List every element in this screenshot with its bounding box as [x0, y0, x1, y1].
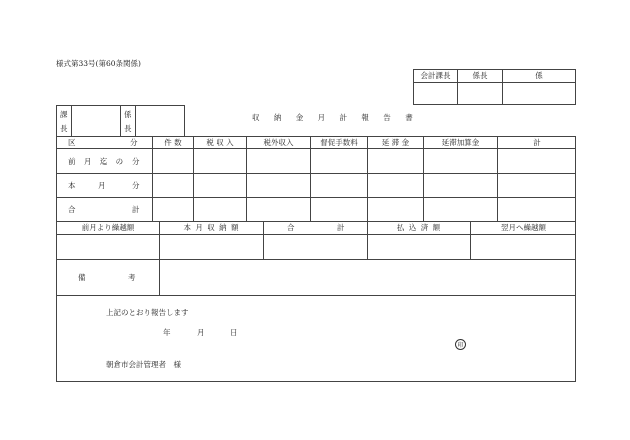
date-month-label: 月 [197, 328, 205, 337]
row-label-previous-month: 前 月 迄 の [68, 157, 127, 166]
approval-header-accounting-chief: 会計課長 [413, 69, 458, 83]
carry-header-paid-in: 払 込 済 額 [396, 223, 442, 232]
carry-header-total-left: 合 [287, 223, 295, 232]
row-label-total: 合 [68, 205, 76, 214]
report-statement: 上記のとおり報告します [106, 308, 189, 317]
header-late-charge: 延 滞 金 [381, 138, 410, 147]
header-late-surcharge: 延滞加算金 [441, 138, 480, 147]
header-kubun-left: 区 [68, 138, 76, 147]
approval-stamp-kakari[interactable] [135, 105, 185, 137]
approval-header-staff: 係 [502, 69, 576, 83]
row-label-previous-month-suffix: 分 [132, 157, 140, 166]
approval-label-kakari-char2: 長 [124, 124, 132, 133]
date-day-label: 日 [230, 328, 238, 337]
approval-stamp-subsection-chief[interactable] [457, 82, 503, 105]
document-title: 収 納 金 月 計 報 告 書 [252, 113, 419, 122]
carry-header-total-right: 計 [337, 223, 345, 232]
remarks-field[interactable] [161, 261, 574, 294]
row-label-this-month-suffix: 分 [132, 181, 140, 190]
approval-label-ka-char2: 長 [60, 124, 68, 133]
header-dunning-fee: 督促手数料 [320, 138, 358, 147]
seal-icon: 印 [455, 339, 466, 350]
addressee: 朝倉市会計管理者 様 [106, 360, 181, 369]
approval-stamp-accounting-chief[interactable] [413, 82, 458, 105]
carry-header-received-this-month: 本 月 収 納 額 [183, 223, 240, 232]
form-number: 様式第33号(第60条関係) [56, 59, 141, 68]
approval-header-subsection-chief: 係長 [457, 69, 503, 83]
header-tax-revenue: 税 収 入 [206, 138, 234, 147]
carry-header-from-previous: 前月より繰越額 [81, 223, 135, 232]
approval-label-kakari-char1: 係 [124, 110, 132, 119]
approval-label-kakari [120, 105, 136, 137]
approval-stamp-staff[interactable] [502, 82, 576, 105]
date-year-label: 年 [163, 328, 171, 337]
remarks-label-right: 考 [128, 273, 136, 282]
row-label-total-suffix: 計 [132, 205, 140, 214]
row-label-this-month: 本 月 [68, 181, 106, 190]
carry-header-to-next-month: 翌月へ繰越額 [501, 223, 546, 232]
header-count: 件 数 [164, 138, 182, 147]
remarks-label-left: 備 [78, 273, 86, 282]
header-total: 計 [533, 138, 541, 147]
header-non-tax-revenue: 税外収入 [263, 138, 294, 147]
approval-label-ka-char1: 課 [60, 110, 68, 119]
header-kubun-right: 分 [130, 138, 138, 147]
approval-stamp-ka[interactable] [71, 105, 121, 137]
approval-label-ka [56, 105, 72, 137]
